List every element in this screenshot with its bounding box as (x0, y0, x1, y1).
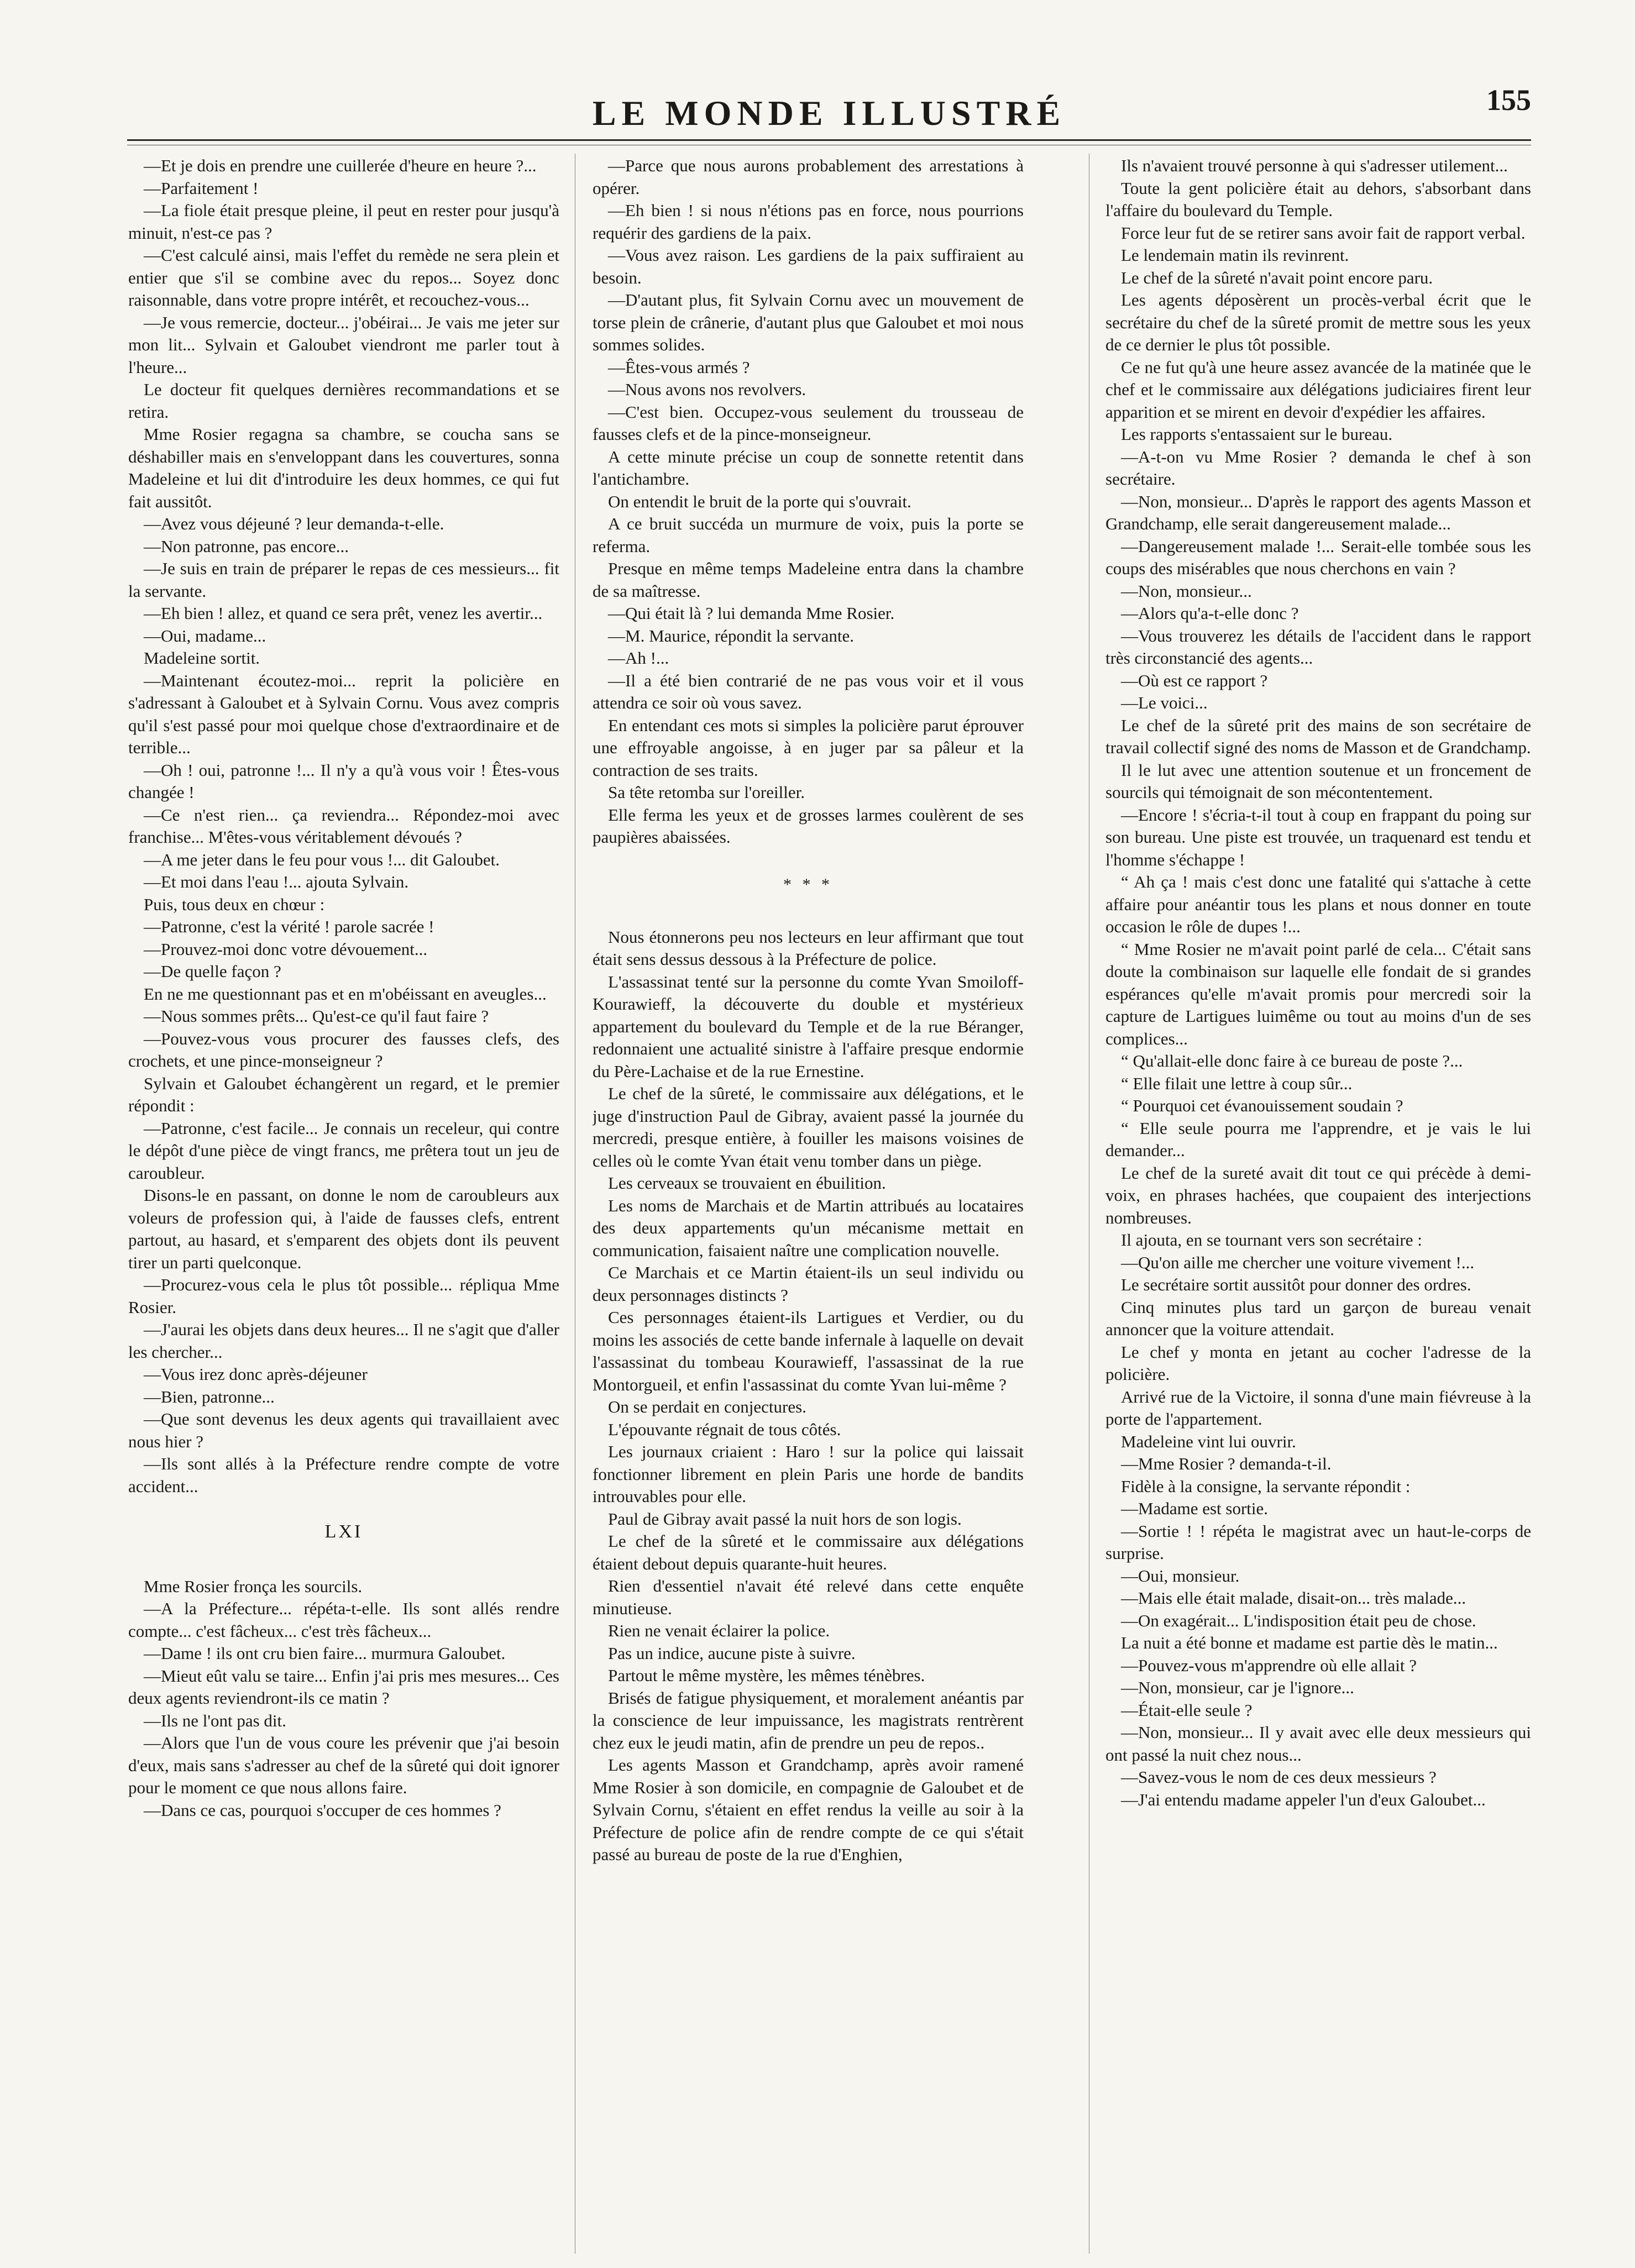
paragraph: —Non, monsieur... D'après le rapport des agents Masson et Grandchamp, elle serait dangereusement malade... (1105, 491, 1531, 533)
paragraph: —C'est bien. Occupez-vous seulement du trousseau de fausses clefs et de la pince-monseigneur. (593, 402, 1024, 444)
paragraph: —Ah !... (608, 648, 669, 668)
paragraph: “ Ah ça ! mais c'est donc une fatalité qui s'attache à cette affaire pour anéantir tous les plans et nous donner en toute occasion le rôle de dupes !... (1105, 872, 1531, 936)
paragraph: —Eh bien ! allez, et quand ce sera prêt, venez les avertir... (144, 603, 543, 623)
paragraph: —A la Préfecture... répéta-t-elle. Ils sont allés rendre compte... c'est fâcheux... c'est très fâcheux... (128, 1599, 559, 1641)
paragraph: Presque en même temps Madeleine entra dans la chambre de sa maîtresse. (593, 559, 1024, 601)
paragraph: —Je suis en train de préparer le repas de ces messieurs... fit la servante. (128, 559, 559, 601)
paragraph: —Dangereusement malade !... Serait-elle tombée sous les coups des misérables que nous cherchons en vain ? (1105, 536, 1531, 578)
paragraph: —J'ai entendu madame appeler l'un d'eux Galoubet... (1121, 1789, 1486, 1809)
paragraph: —Où est ce rapport ? (1121, 670, 1268, 690)
paragraph: —Mieut eût valu se taire... Enfin j'ai pris mes mesures... Ces deux agents reviendront-ils ce matin ? (128, 1666, 559, 1708)
paragraph: Le chef de la sûreté prit des mains de son secrétaire de travail collectif signé des noms de Masson et de Grandchamp. (1105, 715, 1531, 757)
paragraph: La nuit a été bonne et madame est partie dès le matin... (1121, 1633, 1498, 1652)
paragraph: —Sortie ! ! répéta le magistrat avec un haut-le-corps de surprise. (1105, 1521, 1531, 1563)
paragraph: A cette minute précise un coup de sonnette retentit dans l'antichambre. (593, 447, 1024, 489)
paragraph: —Vous trouverez les détails de l'accident dans le rapport très circonstancié des agents... (1105, 626, 1531, 668)
column-2-text (593, 155, 1024, 849)
paragraph: Le docteur fit quelques dernières recommandations et se retira. (128, 380, 559, 422)
paragraph: Sa tête retomba sur l'oreiller. (608, 783, 805, 802)
paragraph: —Nous sommes prêts... Qu'est-ce qu'il faut faire ? (144, 1006, 489, 1026)
paragraph: Ils n'avaient trouvé personne à qui s'adresser utilement... (1121, 156, 1508, 175)
paragraph: —Patronne, c'est la vérité ! parole sacrée ! (144, 917, 434, 936)
paragraph: “ Elle filait une lettre à coup sûr... (1121, 1073, 1353, 1093)
paragraph: Madeleine sortit. (144, 648, 260, 668)
paragraph: Fidèle à la consigne, la servante répondit : (1121, 1476, 1411, 1496)
paragraph: —Oui, madame... (144, 626, 266, 645)
paragraph: —Pouvez-vous m'apprendre où elle allait ? (1121, 1655, 1417, 1675)
paragraph: —Patronne, c'est facile... Je connais un receleur, qui contre le dépôt d'une pièce de vingt francs, me prêtera tout un jeu de caroubleur. (128, 1118, 559, 1183)
paragraph: —M. Maurice, répondit la servante. (608, 626, 855, 645)
column-3-text (1105, 155, 1531, 1811)
paragraph: Elle ferma les yeux et de grosses larmes coulèrent de ses paupières abaissées. (593, 805, 1024, 847)
paragraph: Les rapports s'entassaient sur le bureau. (1121, 424, 1393, 444)
paragraph: —Ce n'est rien... ça reviendra... Répondez-moi avec franchise... M'êtes-vous véritablement dévoués ? (128, 805, 559, 847)
paragraph: —Et moi dans l'eau !... ajouta Sylvain. (144, 872, 409, 891)
paragraph: —Maintenant écoutez-moi... reprit la policière en s'adressant à Galoubet et à Sylvain Cornu. Vous avez compris qu'il s'est passé pour moi quelque chose d'extraordinaire et de terrible... (128, 670, 559, 757)
paragraph: —Nous avons nos revolvers. (608, 380, 806, 399)
paragraph: —Mme Rosier ? demanda-t-il. (1121, 1454, 1332, 1473)
paragraph: —Alors qu'a-t-elle donc ? (1121, 603, 1299, 623)
section-separator-asterism: * * * (783, 875, 833, 894)
column-1-text (128, 155, 559, 1498)
column-2-text-after-separator (593, 926, 1024, 1866)
paragraph: —Non, monsieur... Il y avait avec elle deux messieurs qui ont passé la nuit chez nous... (1105, 1723, 1531, 1765)
paragraph: —Non, monsieur, car je l'ignore... (1121, 1678, 1354, 1697)
paragraph: Les cerveaux se trouvaient en ébuilition. (608, 1173, 886, 1193)
paragraph: —Était-elle seule ? (1121, 1700, 1253, 1720)
paragraph: “ Pourquoi cet évanouissement soudain ? (1121, 1096, 1403, 1115)
paragraph: Le chef de la sureté avait dit tout ce qui précède à demi-voix, en phrases hachées, que coupaient des interjections nombreuses. (1105, 1163, 1531, 1227)
paragraph: —Je vous remercie, docteur... j'obéirai... Je vais me jeter sur mon lit... Sylvain et Galoubet viendront me parler tout à l'heure... (128, 312, 559, 377)
paragraph: Force leur fut de se retirer sans avoir fait de rapport verbal. (1121, 223, 1526, 243)
paragraph: —Parfaitement ! (144, 178, 259, 198)
paragraph: Arrivé rue de la Victoire, il sonna d'une main fiévreuse à la porte de l'appartement. (1105, 1387, 1531, 1429)
paragraph: —Oui, monsieur. (1121, 1566, 1240, 1586)
paragraph: Le chef y monta en jetant au cocher l'adresse de la policière. (1105, 1342, 1531, 1384)
paragraph: En ne me questionnant pas et en m'obéissant en aveugles... (144, 984, 547, 1004)
paragraph: L'assassinat tenté sur la personne du comte Yvan Smoiloff-Kourawieff, la découverte du double et mystérieux appartement du boulevard du Temple et de la rue Béranger, redonnaient une actualité sinistre à l'affaire presque endormie du Père-Lachaise et de la rue Ernestine. (593, 972, 1024, 1081)
paragraph: —Vous avez raison. Les gardiens de la paix suffiraient au besoin. (593, 245, 1024, 287)
paragraph: —Prouvez-moi donc votre dévouement... (144, 939, 428, 959)
paragraph: Le secrétaire sortit aussitôt pour donner des ordres. (1121, 1275, 1471, 1294)
column-1 (128, 155, 559, 2249)
column-3 (1105, 155, 1531, 2249)
page-header (127, 83, 1531, 144)
paragraph: L'épouvante régnait de tous côtés. (608, 1419, 841, 1439)
paragraph: —Savez-vous le nom de ces deux messieurs ? (1121, 1767, 1437, 1787)
paragraph: Brisés de fatigue physiquement, et moralement anéantis par la conscience de leur impuissance, les magistrats rentrèrent chez eux le jeudi matin, afin de prendre un peu de repos.. (593, 1688, 1024, 1752)
paragraph: Le lendemain matin ils revinrent. (1121, 245, 1349, 265)
paragraph: —La fiole était presque pleine, il peut en rester pour jusqu'à minuit, n'est-ce pas ? (128, 201, 559, 243)
paragraph: “ Qu'allait-elle donc faire à ce bureau de poste ?... (1121, 1051, 1463, 1070)
paragraph: —Dame ! ils ont cru bien faire... murmura Galoubet. (144, 1644, 506, 1663)
paragraph: Il le lut avec une attention soutenue et un froncement de sourcils qui témoignait de son mécontentement. (1105, 760, 1531, 802)
paragraph: —Oh ! oui, patronne !... Il n'y a qu'à vous voir ! Êtes-vous changée ! (128, 760, 559, 802)
paragraph: Disons-le en passant, on donne le nom de caroubleurs aux voleurs de profession qui, à l'aide de fausses clefs, entrent partout, au hasard, et s'emparent des objets dont ils peuvent tirer un parti quelconque. (128, 1185, 559, 1272)
paragraph: Puis, tous deux en chœur : (144, 894, 325, 914)
paragraph: Ce ne fut qu'à une heure assez avancée de la matinée que le chef et le commissaire aux délégations judiciaires firent leur apparition et se mirent en devoir d'expédier les affaires. (1105, 357, 1531, 422)
paragraph: “ Mme Rosier ne m'avait point parlé de cela... C'était sans doute la combinaison sur laquelle elle fondait de si grandes espérances qu'elle m'avait promis pour mercredi soir la capture de Lartigues luimême ou tout au moins d'un de ses complices... (1105, 939, 1531, 1048)
paragraph: Le chef de la sûreté, le commissaire aux délégations, et le juge d'instruction Paul de Gibray, avaient passé la journée du mercredi, presque entière, à fouiller les maisons voisines de celles où le comte Yvan était venu tomber dans un piège. (593, 1084, 1024, 1170)
paragraph: —Non, monsieur... (1121, 581, 1252, 601)
paragraph: Les journaux criaient : Haro ! sur la police qui laissait fonctionner librement en plein Paris une horde de bandits introuvables pour elle. (593, 1442, 1024, 1506)
paragraph: —Parce que nous aurons probablement des arrestations à opérer. (593, 156, 1024, 198)
column-1-text-after-chapter (128, 1576, 559, 1822)
paragraph: “ Elle seule pourra me l'apprendre, et je vais le lui demander... (1105, 1118, 1531, 1160)
paragraph: Rien d'essentiel n'avait été relevé dans cette enquête minutieuse. (593, 1576, 1024, 1618)
paragraph: —Qu'on aille me chercher une voiture vivement !... (1121, 1252, 1475, 1272)
paragraph: —Encore ! s'écria-t-il tout à coup en frappant du poing sur son bureau. Une piste est trouvée, un traquenard est tendu et l'homme s'échappe ! (1105, 805, 1531, 869)
paragraph: —Il a été bien contrarié de ne pas vous voir et il vous attendra ce soir où vous savez. (593, 670, 1024, 712)
paragraph: Ce Marchais et ce Martin étaient-ils un seul individu ou deux personnages distincts ? (593, 1263, 1024, 1305)
paragraph: Ces personnages étaient-ils Lartigues et Verdier, ou du moins les associés de cette bande infernale à laquelle on devait l'assassinat du tombeau Kourawieff, l'assassinat de la rue Montorgueil, et enfin l'assassinat du comte Yvan lui-même ? (593, 1308, 1024, 1394)
paragraph: Les agents déposèrent un procès-verbal écrit que le secrétaire du chef de la sûreté promit de mettre sous les yeux de ce dernier le plus tôt possible. (1105, 290, 1531, 354)
paragraph: A ce bruit succéda un murmure de voix, puis la porte se referma. (593, 514, 1024, 556)
paragraph: —Avez vous déjeuné ? leur demanda-t-elle. (144, 514, 444, 533)
paragraph: —A me jeter dans le feu pour vous !... dit Galoubet. (144, 849, 500, 869)
paragraph: Le chef de la sûreté et le commissaire aux délégations étaient debout depuis quarante-huit heures. (593, 1531, 1024, 1573)
paragraph: —Êtes-vous armés ? (608, 357, 750, 377)
page-number: 155 (1486, 83, 1531, 117)
paragraph: —Ils ne l'ont pas dit. (144, 1710, 286, 1730)
paragraph: Il ajouta, en se tournant vers son secrétaire : (1121, 1230, 1422, 1250)
paragraph: Les agents Masson et Grandchamp, après avoir ramené Mme Rosier à son domicile, en compagnie de Galoubet et de Sylvain Cornu, s'étaient en effet rendus la veille au soir à la Préfecture de police afin de rendre compte de ce qui s'était passé au bureau de poste de la rue d'Enghien, (593, 1755, 1024, 1864)
paragraph: Mme Rosier fronça les sourcils. (144, 1576, 363, 1596)
paragraph: —A-t-on vu Mme Rosier ? demanda le chef à son secrétaire. (1105, 447, 1531, 489)
paragraph: —Pouvez-vous vous procurer des fausses clefs, des crochets, et une pince-monseigneur ? (128, 1028, 559, 1070)
paragraph: Toute la gent policière était au dehors, s'absorbant dans l'affaire du boulevard du Temple. (1105, 178, 1531, 220)
paragraph: —J'aurai les objets dans deux heures... Il ne s'agit que d'aller les chercher... (128, 1320, 559, 1362)
masthead-title: LE MONDE ILLUSTRÉ (592, 93, 1066, 133)
paragraph: En entendant ces mots si simples la policière parut éprouver une effroyable angoisse, à en juger par sa pâleur et la contraction de ses traits. (593, 715, 1024, 780)
paragraph: —C'est calculé ainsi, mais l'effet du remède ne sera plein et entier que s'il se combine avec du repos... Soyez donc raisonnable, dans votre propre intérêt, et recouchez-vous... (128, 245, 559, 309)
paragraph: On se perdait en conjectures. (608, 1397, 806, 1416)
paragraph: Cinq minutes plus tard un garçon de bureau venait annoncer que la voiture attendait. (1105, 1297, 1531, 1339)
paragraph: —Dans ce cas, pourquoi s'occuper de ces hommes ? (144, 1800, 501, 1820)
paragraph: Le chef de la sûreté n'avait point encore paru. (1121, 267, 1433, 287)
paragraph: —Vous irez donc après-déjeuner (144, 1364, 368, 1384)
paragraph: Rien ne venait éclairer la police. (608, 1621, 830, 1640)
paragraph: Les noms de Marchais et de Martin attribués au locataires des deux appartements qu'un mécanisme mettait en communication, faisaient naître une complication nouvelle. (593, 1195, 1024, 1260)
paragraph: —On exagérait... L'indisposition était peu de chose. (1121, 1610, 1476, 1630)
paragraph: —Non patronne, pas encore... (144, 536, 349, 556)
chapter-heading: LXI (324, 1521, 363, 1542)
paragraph: —Procurez-vous cela le plus tôt possible... répliqua Mme Rosier. (128, 1275, 559, 1317)
paragraph: —D'autant plus, fit Sylvain Cornu avec un mouvement de torse plein de crânerie, d'autant plus que Galoubet et moi nous sommes solides. (593, 290, 1024, 354)
paragraph: Paul de Gibray avait passé la nuit hors de son logis. (608, 1509, 962, 1529)
header-rule (127, 139, 1531, 141)
paragraph: Sylvain et Galoubet échangèrent un regard, et le premier répondit : (128, 1073, 559, 1115)
column-2 (593, 155, 1024, 2249)
paragraph: Pas un indice, aucune piste à suivre. (608, 1643, 856, 1663)
paragraph: —Bien, patronne... (144, 1387, 275, 1406)
paragraph: —Eh bien ! si nous n'étions pas en force, nous pourrions requérir des gardiens de la paix. (593, 201, 1024, 243)
paragraph: —Et je dois en prendre une cuillerée d'heure en heure ?... (144, 156, 537, 175)
paragraph: —Qui était là ? lui demanda Mme Rosier. (608, 603, 895, 623)
paragraph: —Le voici... (1121, 693, 1208, 712)
paragraph: Nous étonnerons peu nos lecteurs en leur affirmant que tout était sens dessus dessous à la Préfecture de police. (593, 927, 1024, 969)
paragraph: —Ils sont allés à la Préfecture rendre compte de votre accident... (128, 1454, 559, 1496)
paragraph: —Alors que l'un de vous coure les prévenir que j'ai besoin d'eux, mais sans s'adresser au chef de la sûreté qui doit ignorer pour le moment ce que nous allons faire. (128, 1733, 559, 1797)
paragraph: On entendit le bruit de la porte qui s'ouvrait. (608, 491, 911, 511)
paragraph: Madeleine vint lui ouvrir. (1121, 1431, 1296, 1451)
paragraph: —Mais elle était malade, disait-on... très malade... (1121, 1588, 1466, 1608)
paragraph: —Madame est sortie. (1121, 1499, 1269, 1518)
paragraph: —Que sont devenus les deux agents qui travaillaient avec nous hier ? (128, 1409, 559, 1451)
paragraph: Mme Rosier regagna sa chambre, se coucha sans se déshabiller mais en s'enveloppant dans les couvertures, sonna Madeleine et lui dit d'introduire les deux hommes, ce qui fut fait aussitôt. (128, 424, 559, 511)
paragraph: Partout le même mystère, les mêmes ténèbres. (608, 1666, 925, 1685)
paragraph: —De quelle façon ? (144, 962, 281, 981)
